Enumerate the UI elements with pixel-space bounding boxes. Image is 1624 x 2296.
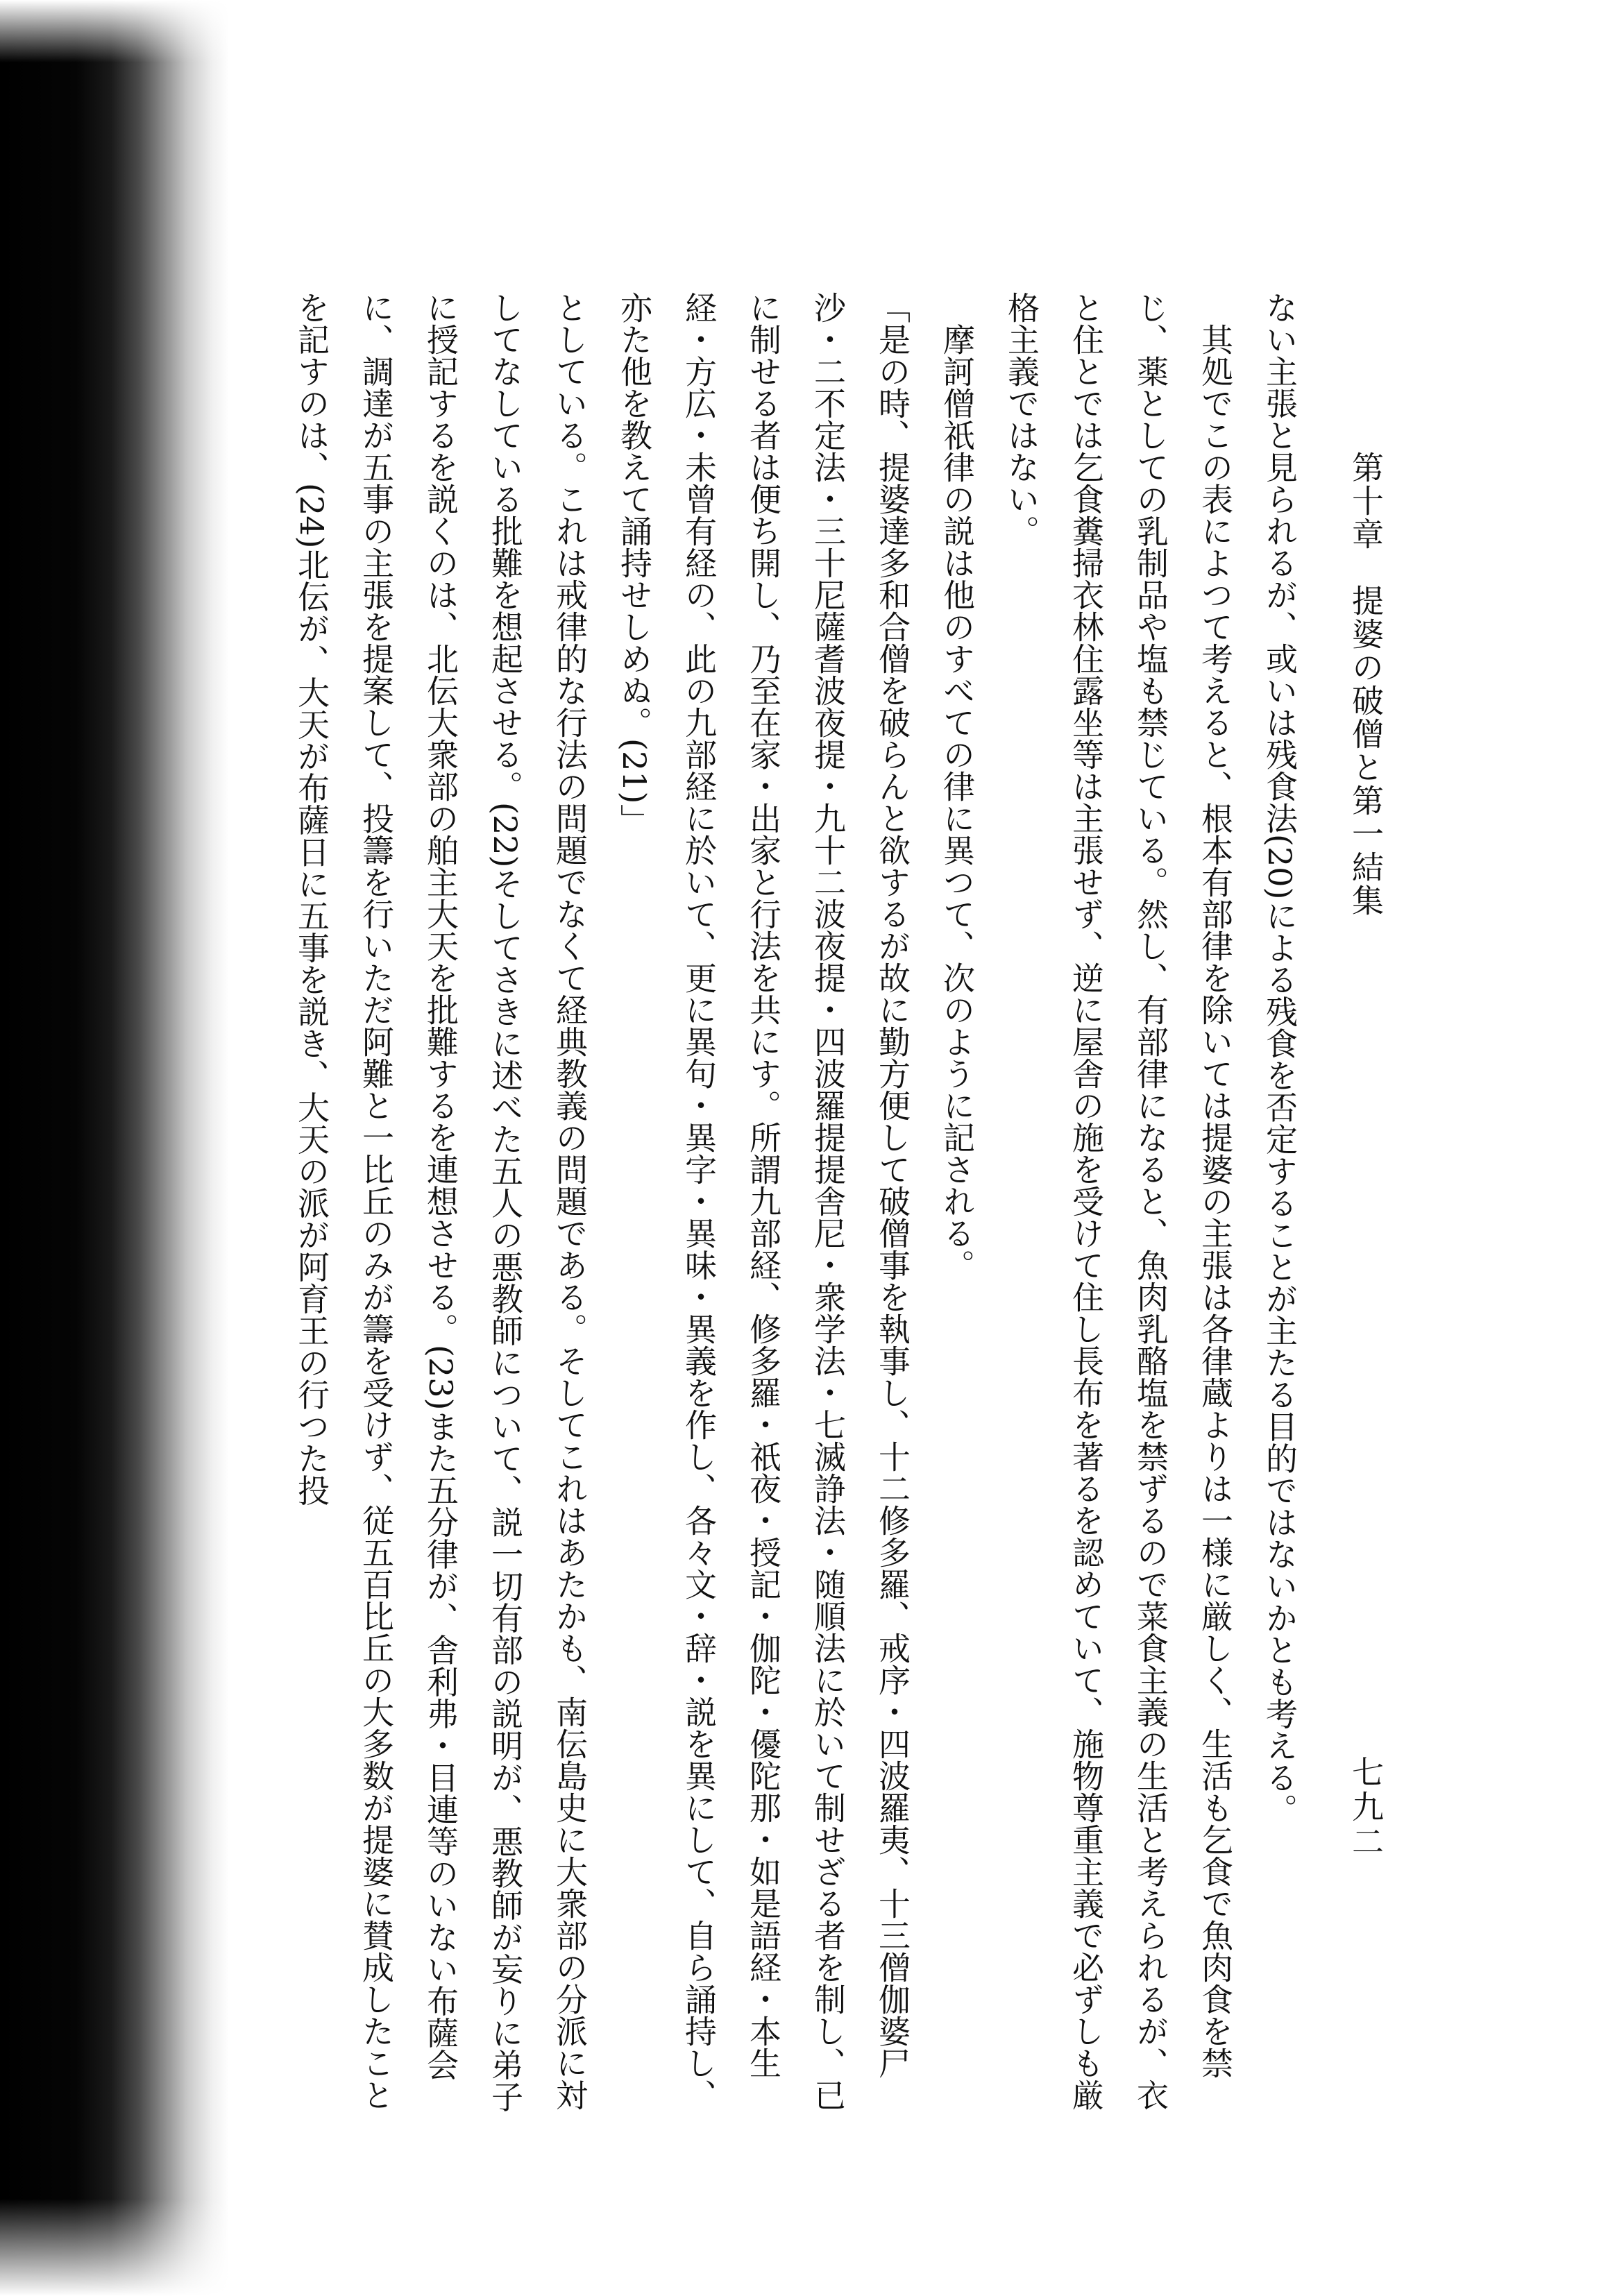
binding-shadow-fade-top (0, 0, 229, 62)
binding-shadow (0, 0, 229, 2296)
paragraph-5: としている。これは戒律的な行法の問題でなくて経典教義の問題である。そしてこれはあたかも、南伝島史に大衆部の分派に対してなしている批難を想起させる。(22)そしてさきに述べた五人の悪教師について、説一切有部の説明が、悪教師が妄りに弟子に授記するを説くのは、北伝大衆部の舶主大天を批難するを連想させる。(23)また五分律が、舎利弗・目連等のいない布薩会に、調達が五事の主張を提案して、投籌を行いただ阿難と一比丘のみが籌を受けず、従五百比丘の大多数が提婆に賛成したことを記すのは、(24)北伝が、大天が布薩日に五事を説き、大天の派が阿育王の行つた投 (293, 291, 589, 2113)
body-text (201, 291, 1312, 2137)
page-number: 七九二 (1347, 1755, 1385, 1860)
paragraph-4-quotation: 「是の時、提婆達多和合僧を破らんと欲するが故に勤方便して破僧事を執事し、十二修多羅、戒序・四波羅夷、十三僧伽婆尸沙・二不定法・三十尼薩耆波夜提・九十二波夜提・四波羅提提舎尼・衆学法・七滅諍法・随順法に於いて制せざる者を制し、已に制せる者は便ち開し、乃至在家・出家と行法を共にす。所謂九部経、修多羅・祇夜・授記・伽陀・優陀那・如是語経・本生経・方広・未曾有経の、此の九部経に於いて、更に異句・異字・異味・異義を作し、各々文・辞・説を異にして、自ら誦持し、亦た他を教えて誦持せしめぬ。(21)」 (616, 291, 911, 2111)
paragraph-1: ない主張と見られるが、或いは残食法(20)による残食を否定することが主たる目的ではないかとも考える。 (1261, 291, 1299, 1826)
running-header: 第十章 提婆の破僧と第一結集 (1347, 451, 1385, 917)
binding-shadow-fade-bottom (0, 2199, 229, 2296)
paragraph-2: 其処でこの表によつて考えると、根本有部律を除いては提婆の主張は各律蔵よりは一様に厳しく、生活も乞食で魚肉食を禁じ、薬としての乳制品や塩も禁じている。然し、有部律になると、魚肉乳酪塩を禁ずるので菜食主義の生活と考えられるが、衣と住とでは乞食糞掃衣林住露坐等は主張せず、逆に屋舎の施を受けて住し長布を著るを認めていて、施物尊重主義で必ずしも厳格主義ではない。 (1003, 291, 1234, 2111)
paragraph-3: 摩訶僧祇律の説は他のすべての律に異つて、次のように記される。 (938, 291, 976, 1281)
